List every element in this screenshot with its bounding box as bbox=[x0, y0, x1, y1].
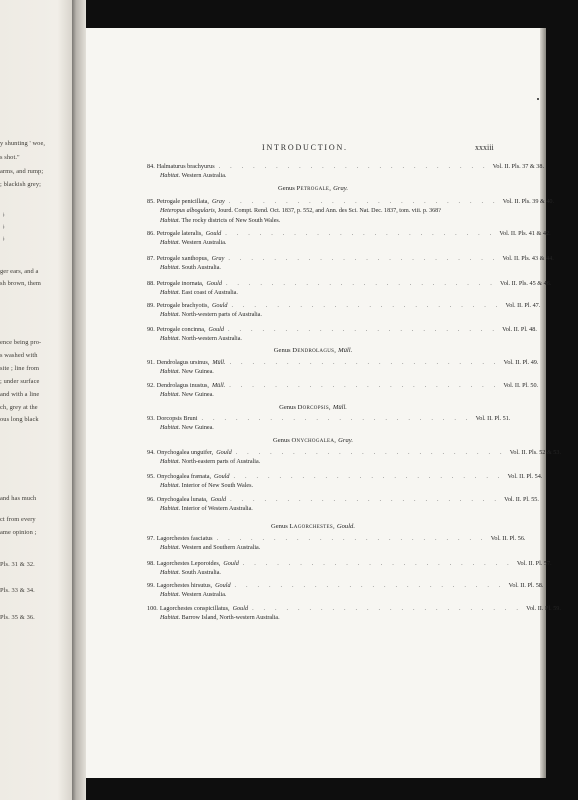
synonym-line bbox=[160, 208, 441, 214]
species-author: Gould bbox=[206, 280, 222, 287]
habitat-line bbox=[160, 312, 262, 318]
leader-dots: . . . . . . . . . . . . . . . . . . . . . . . . bbox=[216, 535, 487, 542]
species-entry bbox=[147, 198, 555, 205]
genus-name: Lagorchestes, bbox=[289, 523, 337, 530]
habitat-line bbox=[160, 265, 221, 271]
entry-number: 93. bbox=[147, 415, 155, 422]
genus-author: Müll. bbox=[332, 404, 347, 411]
species-author: Müll. bbox=[211, 382, 226, 389]
habitat-label: Habitat. bbox=[160, 570, 181, 576]
species-name: Petrogale inornata, bbox=[156, 280, 204, 287]
entry-number: 89. bbox=[147, 302, 155, 309]
habitat-line bbox=[160, 459, 260, 465]
species-entry bbox=[147, 280, 552, 287]
page-edge bbox=[540, 28, 546, 778]
habitat-line bbox=[160, 483, 253, 489]
left-text-line: ch, grey at the bbox=[0, 404, 38, 411]
species-entry bbox=[147, 496, 539, 503]
species-name: Halmaturus brachyurus bbox=[156, 163, 215, 170]
plate-reference: Vol. II. Pl. 56. bbox=[490, 535, 526, 542]
habitat-line bbox=[160, 506, 253, 512]
habitat-text: North-western Australia. bbox=[180, 336, 242, 342]
species-name: Petrogale lateralis, bbox=[156, 230, 203, 237]
habitat-line bbox=[160, 615, 280, 621]
habitat-label: Habitat. bbox=[160, 173, 181, 179]
edge-mark bbox=[537, 98, 539, 100]
habitat-text: South Australia. bbox=[180, 265, 221, 271]
left-margin-mark: ǂ bbox=[3, 225, 5, 231]
species-entry bbox=[147, 230, 551, 237]
entry-number: 100. bbox=[147, 605, 158, 612]
species-author: Gould bbox=[216, 449, 232, 456]
left-page-fragment bbox=[0, 0, 72, 800]
plate-reference: Vol. II. Pls. 45 & 46. bbox=[500, 280, 552, 287]
habitat-line bbox=[160, 592, 226, 598]
species-entry bbox=[147, 560, 552, 567]
habitat-line bbox=[160, 369, 214, 375]
habitat-label: Habitat. bbox=[160, 392, 181, 398]
habitat-label: Habitat. bbox=[160, 240, 181, 246]
habitat-text: Western Australia. bbox=[180, 592, 227, 598]
habitat-line bbox=[160, 218, 280, 224]
genus-heading bbox=[86, 437, 540, 444]
leader-dots: . . . . . . . . . . . . . . . . . . . . . . . . bbox=[228, 326, 499, 333]
plate-reference: Vol. II. Pls. 43 & 44. bbox=[502, 255, 554, 262]
habitat-label: Habitat. bbox=[160, 506, 181, 512]
species-author: Gould bbox=[223, 560, 239, 567]
left-text-line: Pls. 31 & 32. bbox=[0, 561, 35, 568]
habitat-label: Habitat. bbox=[160, 592, 181, 598]
habitat-label: Habitat. bbox=[160, 312, 181, 318]
species-author: Gould bbox=[232, 605, 249, 612]
entry-number: 96. bbox=[147, 496, 155, 503]
habitat-label: Habitat. bbox=[160, 483, 181, 489]
habitat-text: Western and Southern Australia. bbox=[180, 545, 261, 551]
species-author: Gould bbox=[208, 326, 224, 333]
habitat-line bbox=[160, 290, 238, 296]
species-entry bbox=[147, 415, 511, 422]
left-text-line: Pls. 33 & 34. bbox=[0, 587, 35, 594]
habitat-label: Habitat. bbox=[160, 545, 181, 551]
genus-heading bbox=[86, 404, 540, 411]
right-page bbox=[86, 28, 540, 778]
species-name: Dendrolagus ursinus, bbox=[156, 359, 210, 366]
genus-heading bbox=[86, 185, 540, 192]
habitat-text: New Guinea. bbox=[180, 369, 214, 375]
species-name: Petrogale brachyotis, bbox=[156, 302, 209, 309]
species-author: Gould bbox=[205, 230, 222, 237]
entry-number: 88. bbox=[147, 280, 155, 287]
habitat-text: Western Australia. bbox=[180, 173, 227, 179]
species-entry bbox=[147, 473, 543, 480]
leader-dots: . . . . . . . . . . . . . . . . . . . . . . . . bbox=[225, 230, 496, 237]
left-text-line: ct from every bbox=[0, 516, 36, 523]
plate-reference: Vol. II. Pl. 47. bbox=[505, 302, 541, 309]
habitat-text: North-eastern parts of Australia. bbox=[180, 459, 261, 465]
species-entry bbox=[147, 449, 562, 456]
species-entry bbox=[147, 302, 541, 309]
habitat-text: Western Australia. bbox=[180, 240, 227, 246]
habitat-line bbox=[160, 336, 242, 342]
species-author: Gould bbox=[210, 496, 227, 503]
entry-number: 92. bbox=[147, 382, 155, 389]
habitat-text: The rocky districts of New South Wales. bbox=[180, 218, 281, 224]
leader-dots: . . . . . . . . . . . . . . . . . . . . . . . . bbox=[230, 496, 501, 503]
habitat-label: Habitat. bbox=[160, 336, 181, 342]
habitat-text: South Australia. bbox=[180, 570, 221, 576]
plate-reference: Vol. II. Pl. 55. bbox=[504, 496, 539, 503]
genus-name: Dendrolagus, bbox=[292, 347, 339, 354]
left-text-line: s washed with bbox=[0, 352, 38, 359]
leader-dots: . . . . . . . . . . . . . . . . . . . . . . . . bbox=[228, 255, 499, 262]
plate-reference: Vol. II. Pl. 57. bbox=[516, 560, 552, 567]
species-entry bbox=[147, 163, 545, 170]
left-text-line: site ; line from bbox=[0, 365, 40, 372]
left-text-line: ame opinion ; bbox=[0, 529, 37, 536]
left-text-line: ger ears, and a bbox=[0, 268, 39, 275]
leader-dots: . . . . . . . . . . . . . . . . . . . . . . . . bbox=[229, 382, 500, 389]
entry-number: 91. bbox=[147, 359, 155, 366]
leader-dots: . . . . . . . . . . . . . . . . . . . . . . . . bbox=[225, 280, 497, 287]
species-author: Gould bbox=[215, 582, 231, 589]
species-name: Lagorchestes hirsutus, bbox=[156, 582, 213, 589]
genus-author: Gray. bbox=[333, 185, 348, 192]
habitat-line bbox=[160, 570, 221, 576]
genus-heading bbox=[86, 347, 540, 354]
leader-dots: . . . . . . . . . . . . . . . . . . . . . . . . bbox=[201, 415, 472, 422]
plate-reference: Vol. II. Pl. 50. bbox=[503, 382, 539, 389]
leader-dots: . . . . . . . . . . . . . . . . . . . . . . . . bbox=[229, 359, 500, 366]
genus-author: Müll. bbox=[338, 347, 353, 354]
habitat-label: Habitat. bbox=[160, 290, 181, 296]
page-number: xxxiii bbox=[475, 143, 494, 152]
habitat-text: New Guinea. bbox=[180, 425, 214, 431]
synonym-citation: Jourd. Compt. Rend. Oct. 1837, p. 552, and Ann. des Sci. Nat. Dec. 1837, tom. viii. p. 368? bbox=[216, 208, 441, 214]
species-name: Lagorchestes fasciatus bbox=[156, 535, 213, 542]
habitat-text: Barrow Island, North-western Australia. bbox=[180, 615, 280, 621]
plate-reference: Vol. II. Pls. 37 & 38. bbox=[492, 163, 545, 170]
plate-reference: Vol. II. Pl. 48. bbox=[502, 326, 537, 333]
habitat-text: North-western parts of Australia. bbox=[180, 312, 262, 318]
species-name: Lagorchestes Leporoides, bbox=[156, 560, 221, 567]
entry-number: 86. bbox=[147, 230, 155, 237]
synonym-name: Heteropus albogularis, bbox=[160, 208, 217, 214]
species-name: Petrogale xanthopus, bbox=[156, 255, 209, 262]
habitat-line bbox=[160, 392, 214, 398]
left-text-line: sh brown, them bbox=[0, 280, 41, 287]
genus-prefix: Genus bbox=[279, 404, 298, 411]
leader-dots: . . . . . . . . . . . . . . . . . . . . . . . . bbox=[231, 302, 502, 309]
habitat-label: Habitat. bbox=[160, 218, 181, 224]
habitat-text: New Guinea. bbox=[180, 392, 214, 398]
habitat-line bbox=[160, 173, 226, 179]
habitat-line bbox=[160, 545, 260, 551]
species-author: Gould bbox=[211, 302, 228, 309]
entry-number: 97. bbox=[147, 535, 155, 542]
habitat-label: Habitat. bbox=[160, 615, 181, 621]
genus-name: Petrogale, bbox=[296, 185, 334, 192]
plate-reference: Vol. II. Pls. 41 & 42. bbox=[499, 230, 551, 237]
species-name: Dendrolagus inustus, bbox=[156, 382, 209, 389]
plate-reference: Vol. II. Pl. 49. bbox=[503, 359, 539, 366]
species-name: Petrogale penicillata, bbox=[156, 198, 209, 205]
leader-dots: . . . . . . . . . . . . . . . . . . . . . . . . bbox=[235, 449, 506, 456]
genus-name: Dorcopsis, bbox=[297, 404, 333, 411]
species-name: Dorcopsis Bruni bbox=[156, 415, 198, 422]
plate-reference: Vol. II. Pl. 58. bbox=[508, 582, 544, 589]
left-text-line: and has much bbox=[0, 495, 37, 502]
entry-number: 98. bbox=[147, 560, 155, 567]
species-entry bbox=[147, 605, 561, 612]
entry-number: 87. bbox=[147, 255, 155, 262]
species-entry bbox=[147, 255, 554, 262]
page-title: INTRODUCTION. bbox=[262, 143, 348, 152]
entry-number: 94. bbox=[147, 449, 155, 456]
habitat-line bbox=[160, 240, 226, 246]
species-entry bbox=[147, 359, 539, 366]
habitat-text: Interior of Western Australia. bbox=[180, 506, 253, 512]
entry-number: 90. bbox=[147, 326, 155, 333]
genus-prefix: Genus bbox=[278, 185, 297, 192]
habitat-text: East coast of Australia. bbox=[180, 290, 238, 296]
species-author: Gould bbox=[214, 473, 230, 480]
genus-name: Onychogalea, bbox=[291, 437, 339, 444]
habitat-line bbox=[160, 425, 214, 431]
species-author: Gray bbox=[211, 255, 225, 262]
book-gutter bbox=[72, 0, 86, 800]
left-margin-mark: ǂ bbox=[3, 213, 5, 219]
species-name: Onychogalea lunata, bbox=[156, 496, 208, 503]
genus-author: Gould. bbox=[336, 523, 355, 530]
species-entry bbox=[147, 326, 537, 333]
habitat-text: Interior of New South Wales. bbox=[180, 483, 254, 489]
left-text-line: Pls. 35 & 36. bbox=[0, 614, 35, 621]
left-text-line: and with a line bbox=[0, 391, 40, 398]
leader-dots: . . . . . . . . . . . . . . . . . . . . . . . . bbox=[218, 163, 489, 170]
plate-reference: Vol. II. Pl. 54. bbox=[507, 473, 543, 480]
species-author: Müll. bbox=[212, 359, 226, 366]
habitat-label: Habitat. bbox=[160, 459, 181, 465]
entry-number: 95. bbox=[147, 473, 155, 480]
left-text-line: ; under surface bbox=[0, 378, 40, 385]
species-entry bbox=[147, 382, 539, 389]
habitat-label: Habitat. bbox=[160, 425, 181, 431]
entry-number: 85. bbox=[147, 198, 155, 205]
plate-reference: Vol. II. Pl. 59. bbox=[526, 605, 561, 612]
genus-author: Gray. bbox=[338, 437, 354, 444]
species-entry bbox=[147, 535, 526, 542]
leader-dots: . . . . . . . . . . . . . . . . . . . . . . . . bbox=[234, 582, 505, 589]
plate-reference: Vol. II. Pl. 51. bbox=[475, 415, 511, 422]
species-author: Gray bbox=[211, 198, 225, 205]
genus-prefix: Genus bbox=[273, 347, 293, 354]
left-text-line: s shot." bbox=[0, 154, 20, 161]
leader-dots: . . . . . . . . . . . . . . . . . . . . . . . . bbox=[233, 473, 504, 480]
entry-number: 99. bbox=[147, 582, 155, 589]
leader-dots: . . . . . . . . . . . . . . . . . . . . . . . . bbox=[252, 605, 523, 612]
genus-heading bbox=[86, 523, 540, 530]
left-margin-mark: ǂ bbox=[3, 237, 5, 243]
left-text-line: ous long black bbox=[0, 416, 39, 423]
habitat-label: Habitat. bbox=[160, 265, 181, 271]
left-text-line: ; blackish grey; bbox=[0, 181, 41, 188]
habitat-label: Habitat. bbox=[160, 369, 181, 375]
species-name: Lagorchestes conspicillatus, bbox=[159, 605, 230, 612]
left-text-line: arms, and rump; bbox=[0, 168, 44, 175]
genus-prefix: Genus bbox=[272, 437, 292, 444]
entry-number: 84. bbox=[147, 163, 155, 170]
leader-dots: . . . . . . . . . . . . . . . . . . . . . . . . bbox=[242, 560, 513, 567]
species-entry bbox=[147, 582, 544, 589]
plate-reference: Vol. II. Pls. 39 & 40. bbox=[502, 198, 555, 205]
left-text-line: ence being pro- bbox=[0, 339, 42, 346]
genus-prefix: Genus bbox=[270, 523, 290, 530]
plate-reference: Vol. II. Pls. 52 & 53. bbox=[509, 449, 562, 456]
species-name: Onychogalea frænata, bbox=[156, 473, 212, 480]
species-name: Petrogale concinna, bbox=[156, 326, 206, 333]
species-name: Onychogalea unguifer, bbox=[156, 449, 214, 456]
leader-dots: . . . . . . . . . . . . . . . . . . . . . . . . bbox=[228, 198, 499, 205]
left-text-line: y shunting ' woe, bbox=[0, 140, 46, 147]
